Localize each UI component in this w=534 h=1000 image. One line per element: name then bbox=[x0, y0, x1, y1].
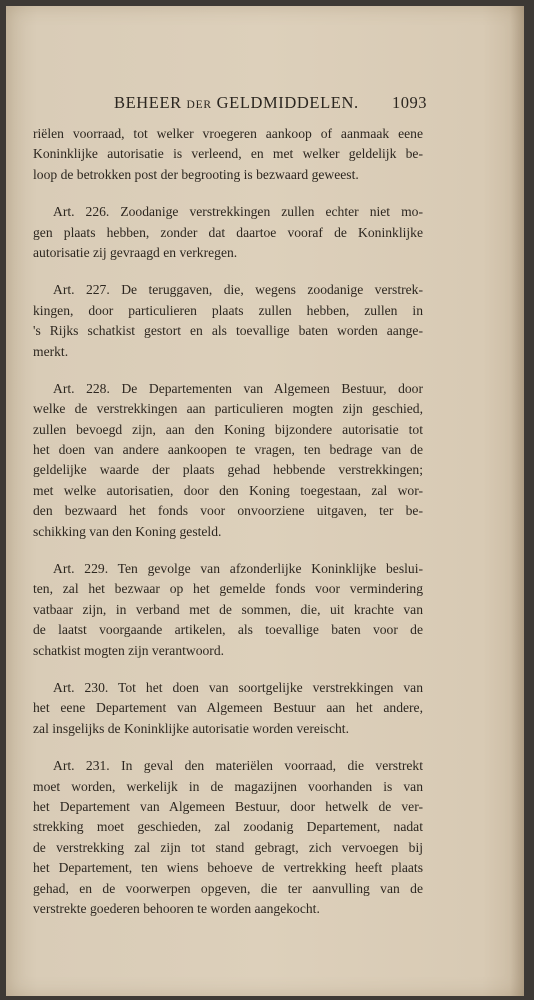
text-line: kingen, door particulieren plaats zullen hebben, zullen in bbox=[33, 302, 423, 318]
text-line: 's Rijks schatkist gestort en als toevallige baten worden aange- bbox=[33, 323, 423, 339]
text-line: schikking van den Koning gesteld. bbox=[33, 523, 222, 539]
running-title-small: DER bbox=[186, 99, 212, 111]
page-number: 1093 bbox=[392, 93, 427, 112]
text-line: de verstrekking zal zijn tot stand gebragt, zich vervoegen bij bbox=[33, 839, 423, 855]
text-line: vatbaar zijn, in verband met de sommen, die, uit krachte van bbox=[33, 601, 423, 617]
text-line: verstrekte goederen behooren te worden aangekocht. bbox=[33, 900, 320, 916]
text-line: loop de betrokken post der begrooting is bezwaard geweest. bbox=[33, 166, 359, 182]
text-line: ten, zal het bezwaar op het gemelde fonds voor vermindering bbox=[33, 581, 423, 597]
text-line: Art. 229. Ten gevolge van afzonderlijke Koninklijke beslui- bbox=[53, 561, 423, 577]
text-line: Koninklijke autorisatie is verleend, en met welker geldelijk be- bbox=[33, 146, 423, 162]
text-line: Art. 231. In geval den materiëlen voorraad, die verstrekt bbox=[53, 758, 423, 774]
article-paragraph bbox=[33, 756, 423, 919]
running-title-part1: BEHEER bbox=[114, 93, 182, 112]
text-line: het doen van andere aankoopen te vragen, ten bedrage van de bbox=[33, 442, 423, 458]
text-line: zal insgelijks de Koninklijke autorisatie worden vereischt. bbox=[33, 720, 349, 736]
paragraph-gap bbox=[33, 661, 423, 678]
article-paragraph bbox=[33, 280, 423, 362]
paragraph-gap bbox=[33, 362, 423, 379]
text-line: merkt. bbox=[33, 343, 69, 359]
article-paragraph bbox=[33, 124, 423, 185]
text-line: gehad, en de voorwerpen opgeven, die ter aanvulling van de bbox=[33, 880, 423, 896]
article-paragraph bbox=[33, 678, 423, 739]
text-line: het Departement van Algemeen Bestuur, door hetwelk de ver- bbox=[33, 798, 423, 814]
paragraph-gap bbox=[33, 542, 423, 559]
text-line: riëlen voorraad, tot welker vroegeren aankoop of aanmaak eene bbox=[33, 126, 423, 141]
text-line: het eene Departement van Algemeen Bestuur aan het andere, bbox=[33, 700, 423, 716]
text-line: Art. 228. De Departementen van Algemeen Bestuur, door bbox=[53, 380, 423, 396]
book-page bbox=[6, 6, 524, 996]
text-line: gen plaats hebben, zonder dat daartoe vooraf de Koninklijke bbox=[33, 224, 423, 240]
body-text bbox=[33, 124, 423, 919]
running-title-part2: GELDMIDDELEN. bbox=[216, 93, 359, 112]
text-line: welke de verstrekkingen aan particulieren mogten zijn geschied, bbox=[33, 401, 423, 417]
running-header bbox=[6, 92, 524, 116]
text-line: met welke autorisatien, door den Koning toegestaan, zal wor- bbox=[33, 482, 423, 498]
text-line: autorisatie zij gevraagd en verkregen. bbox=[33, 244, 238, 260]
text-line: moet worden, werkelijk in de magazijnen voorhanden is van bbox=[33, 778, 423, 794]
text-line: zullen bevoegd zijn, aan den Koning bijzondere autorisatie tot bbox=[33, 421, 423, 437]
article-paragraph bbox=[33, 202, 423, 263]
text-line: Art. 227. De teruggaven, die, wegens zoodanige verstrek- bbox=[53, 282, 423, 298]
text-line: strekking moet geschieden, zal zoodanig Departement, nadat bbox=[33, 819, 423, 835]
running-title bbox=[114, 92, 359, 116]
paragraph-gap bbox=[33, 185, 423, 202]
text-line: Art. 226. Zoodanige verstrekkingen zullen echter niet mo- bbox=[53, 204, 423, 220]
text-line: schatkist mogten zijn verantwoord. bbox=[33, 642, 225, 658]
paragraph-gap bbox=[33, 263, 423, 280]
article-paragraph bbox=[33, 379, 423, 542]
article-paragraph bbox=[33, 559, 423, 661]
text-line: het Departement, ten wiens behoeve de vertrekking heeft plaats bbox=[33, 860, 423, 876]
paragraph-gap bbox=[33, 739, 423, 756]
text-line: de laatst voorgaande artikelen, als toevallige baten voor de bbox=[33, 622, 423, 638]
text-line: Art. 230. Tot het doen van soortgelijke verstrekkingen van bbox=[53, 679, 423, 695]
text-line: den bezwaard het fonds voor onvoorziene uitgaven, ter be- bbox=[33, 503, 423, 519]
text-line: geldelijke waarde der plaats gehad hebbende verstrekkingen; bbox=[33, 462, 423, 478]
